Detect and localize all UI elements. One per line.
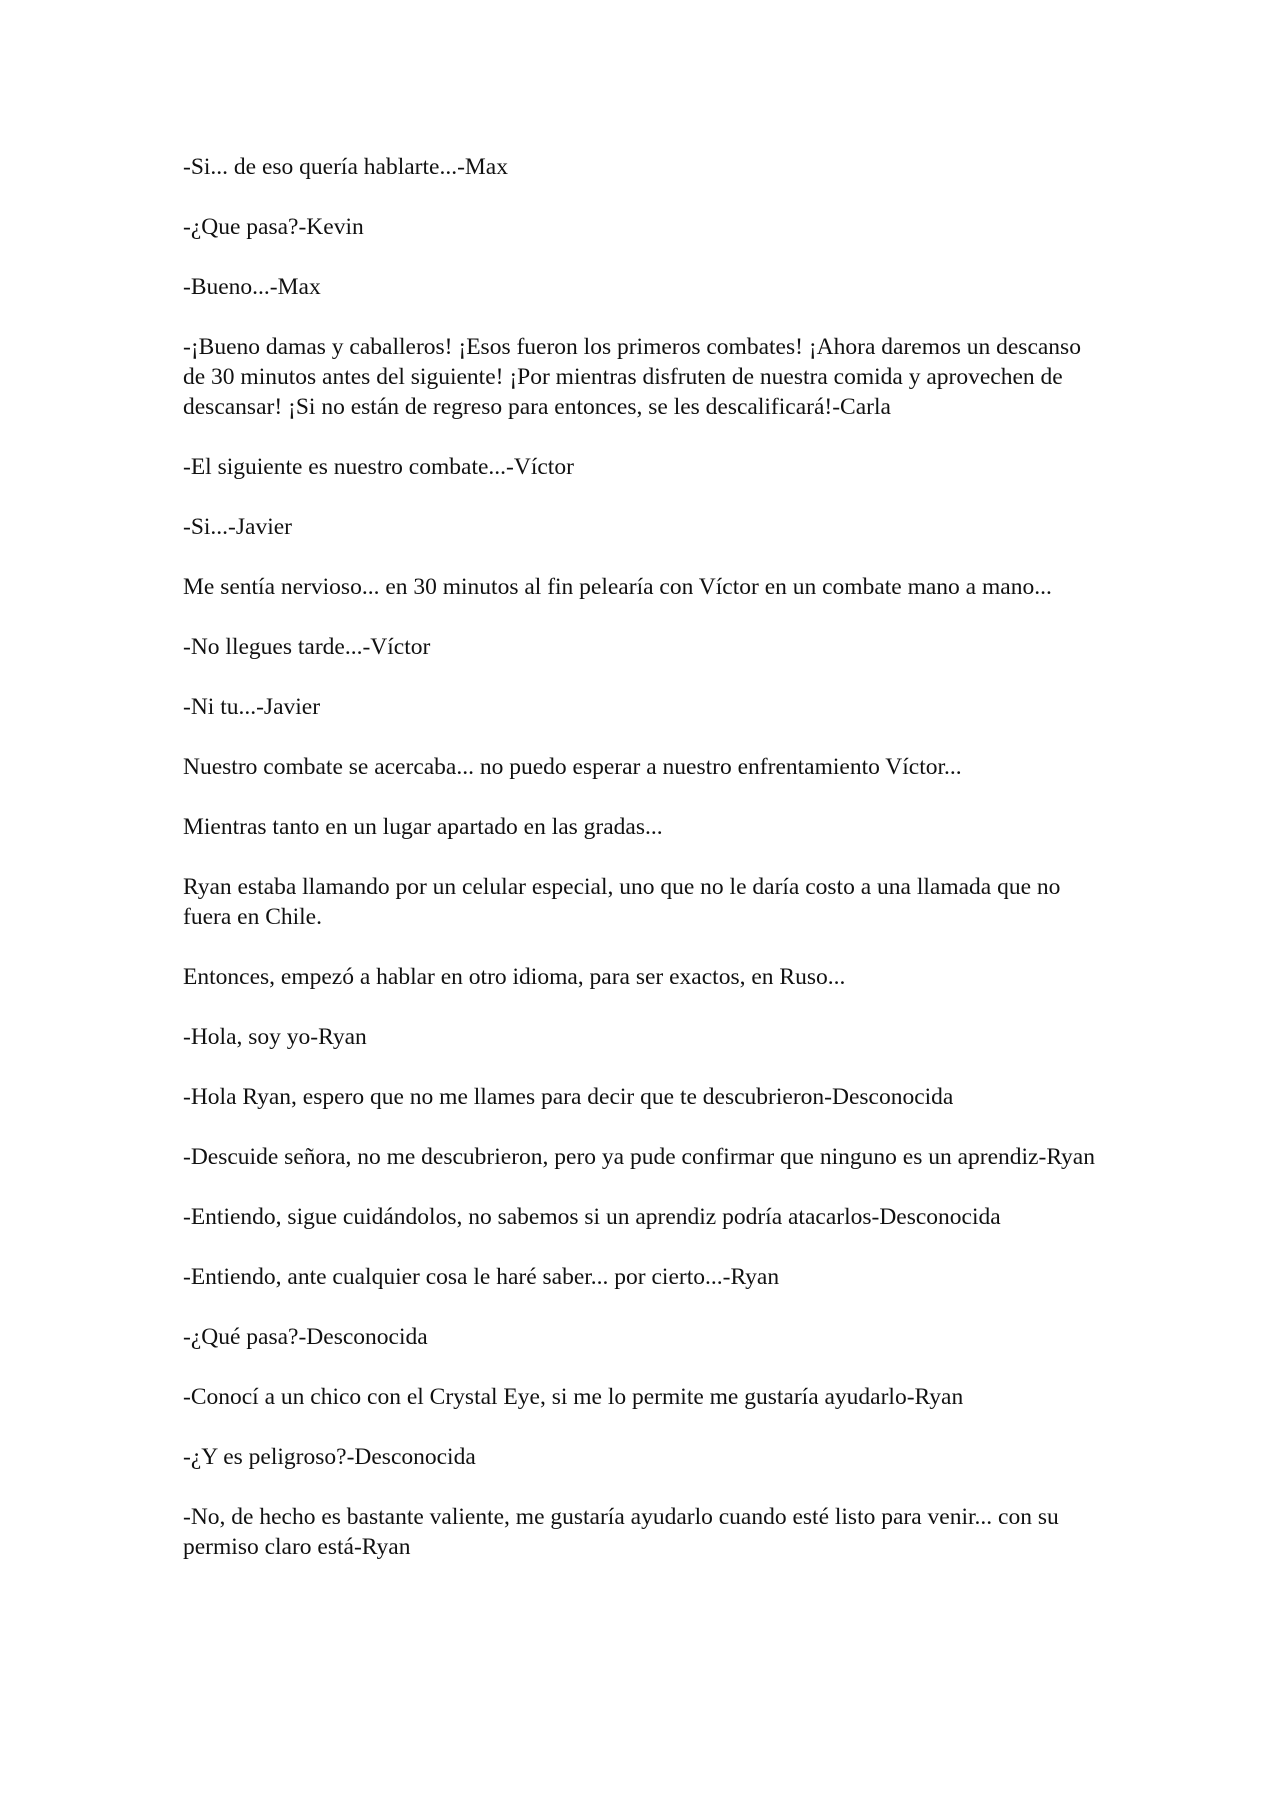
paragraph: Entonces, empezó a hablar en otro idioma, para ser exactos, en Ruso... [183,964,846,990]
paragraph: -No, de hecho es bastante valiente, me gustaría ayudarlo cuando esté listo para venir... con su permiso claro está-Ryan [183,1504,1059,1560]
paragraph: -Entiendo, ante cualquier cosa le haré saber... por cierto...-Ryan [183,1264,780,1290]
paragraph: -Si... de eso quería hablarte...-Max [183,154,508,180]
paragraph: -Conocí a un chico con el Crystal Eye, si me lo permite me gustaría ayudarlo-Ryan [183,1384,964,1410]
paragraph: -¿Qué pasa?-Desconocida [183,1324,428,1350]
paragraph: -Descuide señora, no me descubrieron, pero ya pude confirmar que ninguno es un aprendiz-Ryan [183,1144,1095,1170]
paragraph: -No llegues tarde...-Víctor [183,634,431,660]
paragraph: -¡Bueno damas y caballeros! ¡Esos fueron los primeros combates! ¡Ahora daremos un descanso de 30 minutos antes del siguiente! ¡Por mientras disfruten de nuestra comida y aprovechen de descansar! ¡Si no están de regreso para entonces, se les descalificará!-Carla [183,334,1081,420]
paragraph: -Entiendo, sigue cuidándolos, no sabemos si un aprendiz podría atacarlos-Desconocida [183,1204,1001,1230]
paragraph: -Ni tu...-Javier [183,694,321,720]
document-body [183,152,1103,1592]
paragraph: Mientras tanto en un lugar apartado en las gradas... [183,814,663,840]
paragraph: -El siguiente es nuestro combate...-Víctor [183,454,574,480]
paragraph: -¿Y es peligroso?-Desconocida [183,1444,476,1470]
paragraph: Ryan estaba llamando por un celular especial, uno que no le daría costo a una llamada que no fuera en Chile. [183,874,1061,930]
paragraph: Nuestro combate se acercaba... no puedo esperar a nuestro enfrentamiento Víctor... [183,754,962,780]
paragraph: -Hola, soy yo-Ryan [183,1024,367,1050]
paragraph: -¿Que pasa?-Kevin [183,214,364,240]
paragraph: -Hola Ryan, espero que no me llames para decir que te descubrieron-Desconocida [183,1084,954,1110]
paragraph: -Bueno...-Max [183,274,321,300]
paragraph: -Si...-Javier [183,514,292,540]
paragraph: Me sentía nervioso... en 30 minutos al fin pelearía con Víctor en un combate mano a mano... [183,574,1052,600]
